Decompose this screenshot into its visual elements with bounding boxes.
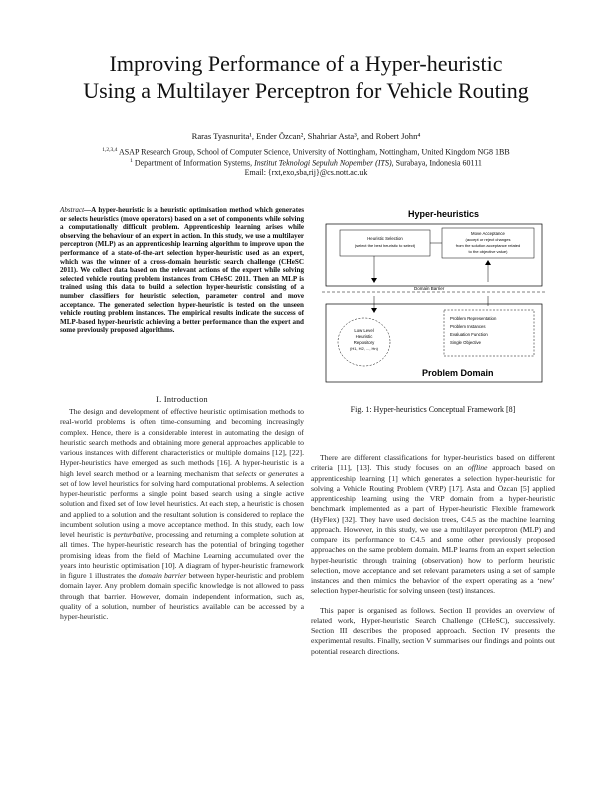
affiliation-2-text-b: , Surabaya, Indonesia 60111	[391, 158, 482, 168]
affiliation-1-text: ASAP Research Group, School of Computer Science, University of Nottingham, Nottingham, United Kingdom NG8 1BB	[118, 147, 510, 157]
intro-p1-emph-domain-barrier: domain barrier	[138, 571, 187, 580]
move-acceptance-desc-3: to the objective value)	[468, 249, 508, 254]
intro-paragraph-1	[60, 407, 304, 622]
intro-p1-text-d: , processing and returning a complete solution at all times. The hyper-heuristic research has the potential of bringing together promising ideas from the field of Machine Learning accumulated over the years into heuristic optimisation [10]. A diagram of hyper-heuristic framework in figure 1 illustrates the	[60, 530, 304, 580]
pd-list-item-1: Problem Instances	[450, 324, 486, 329]
intro-p1-text-e: between hyper-heuristic and problem domain layer. Any problem domain specific knowledge is not allowed to pass through that barrier. However, domain independent information, such as, quality of a solution, number of heuristics available can be accessed by a hyper-heuristic.	[60, 571, 304, 621]
pd-down-arrowhead	[371, 308, 377, 313]
llh-label-4: (H1, H2, ..., Hn)	[349, 346, 379, 351]
affiliation-2-institution: Institut Teknologi Sepuluh Nopember (ITS)	[254, 158, 392, 168]
move-acceptance-label: Move Acceptance	[471, 231, 505, 236]
move-acceptance-desc-1: (accept or reject changes	[465, 237, 511, 242]
intro-p1-emph-selects: selects	[236, 468, 257, 478]
pd-list-item-3: Single Objective	[450, 340, 482, 345]
authors: Raras Tyasnurita¹, Ender Özcan², Shahriar Asta³, and Robert John⁴	[191, 131, 421, 141]
section-heading: I. Introduction	[156, 395, 208, 404]
move-acceptance-desc-2: from the solution acceptance related	[455, 243, 521, 248]
intro-p2-text-b: approach based on apprenticeship learning [1] which generates a selection hyper-heuristic for solving a Vehicle Routing Problem (VRP) [17]. Asta and Özcan [5] applied apprenticeship learning using the VRP domain from a hyper-heuristic benchmark implemented as a part of Hyper-heuristic Flexible framework (HyFlex) [32]. They have used decision trees, C4.5 as the machine learning approach. However, in this study, we use a multilayer perceptron (MLP) and compare its performance to C4.5 and some other previously proposed approaches on the same problem domain. MLP learns from an expert selection hyper-heuristic through training (observation) how to perform heuristic selection, move acceptance and set relevant parameters using a set of sample instances and then mimics the behavior of the expert operating as a ‘new’ selection hyper-heuristic for solving unseen (test) instances.	[311, 463, 555, 596]
llh-label-3: Repository	[353, 340, 375, 345]
heuristic-selection-label: Heuristic Selection	[367, 236, 403, 241]
right-column	[311, 453, 555, 666]
email: Email: {rxt,exo,sba,rij}@cs.nott.ac.uk	[244, 168, 368, 177]
pd-list-item-0: Problem Representation	[450, 316, 497, 321]
intro-p2-text-a: There are different classifications for hyper-heuristics based on different criteria [11], [13]. This study focuses on an	[311, 453, 555, 473]
llh-label-2: Heuristic	[355, 334, 373, 339]
abstract-label: Abstract	[60, 206, 85, 214]
figure-caption: Fig. 1: Hyper-heuristics Conceptual Framework [8]	[350, 405, 516, 414]
intro-p1-emph-generates: generates	[268, 468, 298, 478]
title-line-2: Using a Multilayer Perceptron for Vehicle Routing	[83, 78, 529, 103]
intro-paragraph-3: This paper is organised as follows. Section II provides an overview of related work, Hyper-heuristic Search Challenge (CHeSC), successively. Section III describes the proposed approach. Section IV presents the experimental results. Finally, section V summarises our findings and points out potential research directions.	[311, 605, 555, 656]
affiliation-2-text-a: Department of Information Systems,	[134, 158, 255, 168]
title-line-1: Improving Performance of a Hyper-heuristic	[109, 51, 503, 76]
figure-hh-title: Hyper-heuristics	[408, 209, 480, 219]
intro-p1-text-b: or	[256, 468, 269, 478]
heuristic-selection-desc: (select the best heuristic to select)	[354, 243, 416, 248]
intro-p1-emph-perturbative: perturbative	[113, 530, 152, 539]
hh-layer-box	[326, 224, 542, 286]
affiliation-1-marks: 1,2,3,4	[102, 147, 118, 153]
abstract-text: —A hyper-heuristic is a heuristic optimisation method which generates or selects heuristics (move operators) based on a set of components while solving a computationally difficult problem. Apprenticeship learning arises while observing the behaviour of an expert in action. In this study, we use a multilayer perceptron (MLP) as an apprenticeship learning algorithm to improve upon the performance of a state-of-the-art selection hyper-heuristic used as an expert, which was the winner of a cross-domain heuristic search challenge (CHeSC 2011). We collect data based on the relevant actions of the expert while solving selected vehicle routing problem instances from CHeSC 2011. Then an MLP is trained using this data to build a selection hyper-heuristic consisting of a number classifiers for heuristic selection, parameter control and move acceptance. The generated selection hyper-heuristic is tested on the unseen vehicle routing problem instances. The empirical results indicate the success of MLP-based hyper-heuristic achieving a better performance than the expert and some previously proposed algorithms.	[60, 206, 304, 335]
intro-paragraph-2	[311, 453, 555, 597]
figure-pd-title: Problem Domain	[422, 368, 494, 378]
domain-barrier-label: Domain Barrier	[414, 286, 445, 291]
hh-down-arrowhead	[371, 278, 377, 283]
hyper-heuristics-framework-figure	[318, 204, 550, 396]
left-column	[60, 407, 304, 631]
paper-title	[40, 50, 572, 104]
hh-up-arrowhead	[485, 260, 491, 265]
llh-label-1: Low Level	[354, 328, 374, 333]
intro-p1-text-a: The design and development of effective heuristic optimisation methods to real-world problems is often time-consuming and becoming increasingly complex. Hence, there is a considerable interest in automating the design of heuristic search methods and obtaining more general approaches applicable to various instances with different characteristics or multiple domains [12], [22]. Hyper-heuristics have emerged as such methods [16]. A hyper-heuristic is a high level search method or a learning mechanism that	[60, 407, 304, 478]
affiliation-2-mark: 1	[130, 158, 133, 164]
intro-p2-emph-offline: offline	[467, 463, 488, 473]
affiliation-2	[40, 156, 572, 169]
pd-list-item-2: Evaluation Function	[450, 332, 488, 337]
intro-p1-text-c: a set of low level heuristics for solving hard computational problems. A selection hyper-heuristic performs a single point based search using a single active solution and fixed set of low level heuristics. At each step, a heuristic is chosen and applied to a solution and the resultant solution is considered to replace the incumbent solution using a move acceptance method. In this study, each low level heuristic is	[60, 468, 304, 539]
abstract	[60, 206, 304, 335]
